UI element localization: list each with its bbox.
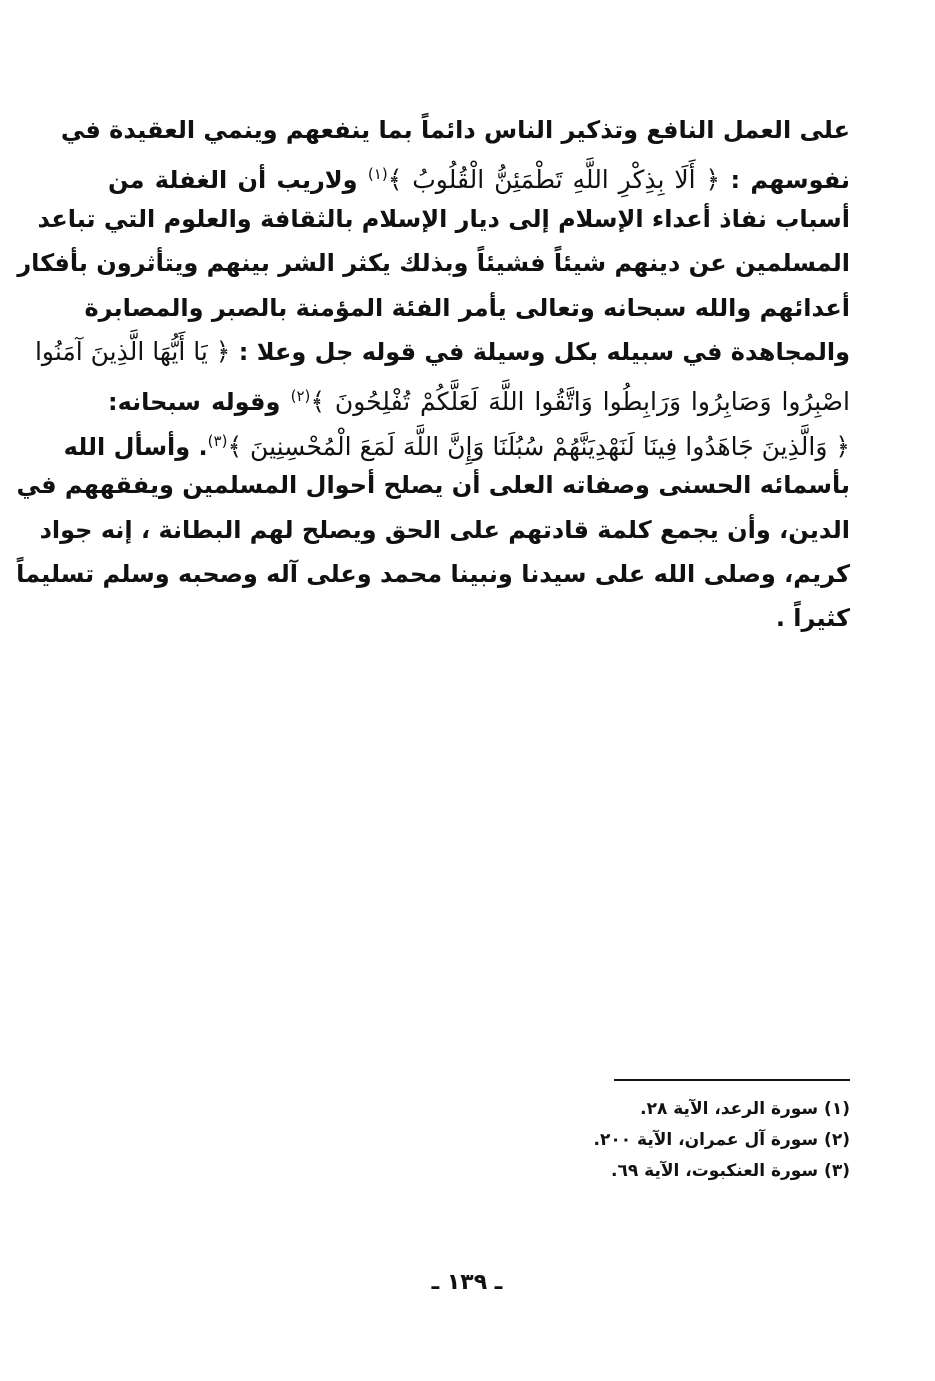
text-line-10: الدين، وأن يجمع كلمة قادتهم على الحق ويصلح لهم البطانة ، إنه جواد bbox=[39, 515, 850, 544]
text-line-6: والمجاهدة في سبيله بكل وسيلة في قوله جل وعلا : ﴿ يَا أَيُّهَا الَّذِينَ آمَنُوا bbox=[34, 336, 850, 366]
footnote-ref-2: (٢) bbox=[290, 387, 311, 406]
footnote-divider bbox=[614, 1079, 850, 1081]
quran-verse-2a: ﴿ يَا أَيُّهَا الَّذِينَ آمَنُوا bbox=[34, 336, 231, 366]
text-line-9: بأسمائه الحسنى وصفاته العلى أن يصلح أحوال المسلمين ويفقههم في bbox=[16, 471, 850, 500]
quran-verse-3: ﴿ وَالَّذِينَ جَاهَدُوا فِينَا لَنَهْدِيَنَّهُمْ سُبُلَنَا وَإِنَّ اللَّهَ لَمَعَ الْمُحْسِنِينَ ﴾ bbox=[227, 431, 850, 461]
footnote-ref-3: (٣) bbox=[207, 431, 228, 450]
page-number: ـ ١٣٩ ـ bbox=[431, 1270, 503, 1295]
text-line-5: أعدائهم والله سبحانه وتعالى يأمر الفئة المؤمنة بالصبر والمصابرة bbox=[84, 293, 850, 322]
text-line-4: المسلمين عن دينهم شيئاً فشيئاً وبذلك يكثر الشر بينهم ويتأثرون بأفكار bbox=[17, 249, 850, 278]
footnote-2: (٢) سورة آل عمران، الآية ٢٠٠. bbox=[593, 1130, 850, 1150]
text-line-7: اصْبِرُوا وَصَابِرُوا وَرَابِطُوا وَاتَّقُوا اللَّهَ لَعَلَّكُمْ تُفْلِحُونَ ﴾$^{(٢)}$ وقوله سبحانه: bbox=[108, 387, 850, 417]
text-line-12: كثيراً . bbox=[775, 604, 850, 633]
footnote-ref-1: (١) bbox=[367, 165, 388, 184]
quran-verse-1: ﴿ أَلَا بِذِكْرِ اللَّهِ تَطْمَئِنُّ الْقُلُوبُ ﴾ bbox=[387, 165, 721, 195]
text-line-8: ﴿ وَالَّذِينَ جَاهَدُوا فِينَا لَنَهْدِيَنَّهُمْ سُبُلَنَا وَإِنَّ اللَّهَ لَمَعَ الْمُحْسِنِينَ ﴾$^{(٣)}$. وأسأل الله bbox=[63, 431, 850, 461]
quran-verse-2b: اصْبِرُوا وَصَابِرُوا وَرَابِطُوا وَاتَّقُوا اللَّهَ لَعَلَّكُمْ تُفْلِحُونَ ﴾ bbox=[310, 387, 850, 417]
footnotes bbox=[500, 1094, 850, 1187]
footnote-3: (٣) سورة العنكبوت، الآية ٦٩. bbox=[611, 1161, 850, 1181]
text-line-3: أسباب نفاذ أعداء الإسلام إلى ديار الإسلام بالثقافة والعلوم التي تباعد bbox=[37, 204, 850, 233]
main-text bbox=[16, 108, 850, 641]
text-line-1: على العمل النافع وتذكير الناس دائماً بما ينفعهم وينمي العقيدة في bbox=[60, 116, 850, 144]
footnote-1: (١) سورة الرعد، الآية ٢٨. bbox=[640, 1099, 850, 1119]
text-line-2: نفوسهم : ﴿ أَلَا بِذِكْرِ اللَّهِ تَطْمَئِنُّ الْقُلُوبُ ﴾$^{(١)}$ ولاريب أن الغفلة من bbox=[108, 165, 850, 195]
text-line-11: كريم، وصلى الله على سيدنا ونبينا محمد وعلى آله وصحبه وسلم تسليماً bbox=[16, 559, 850, 588]
